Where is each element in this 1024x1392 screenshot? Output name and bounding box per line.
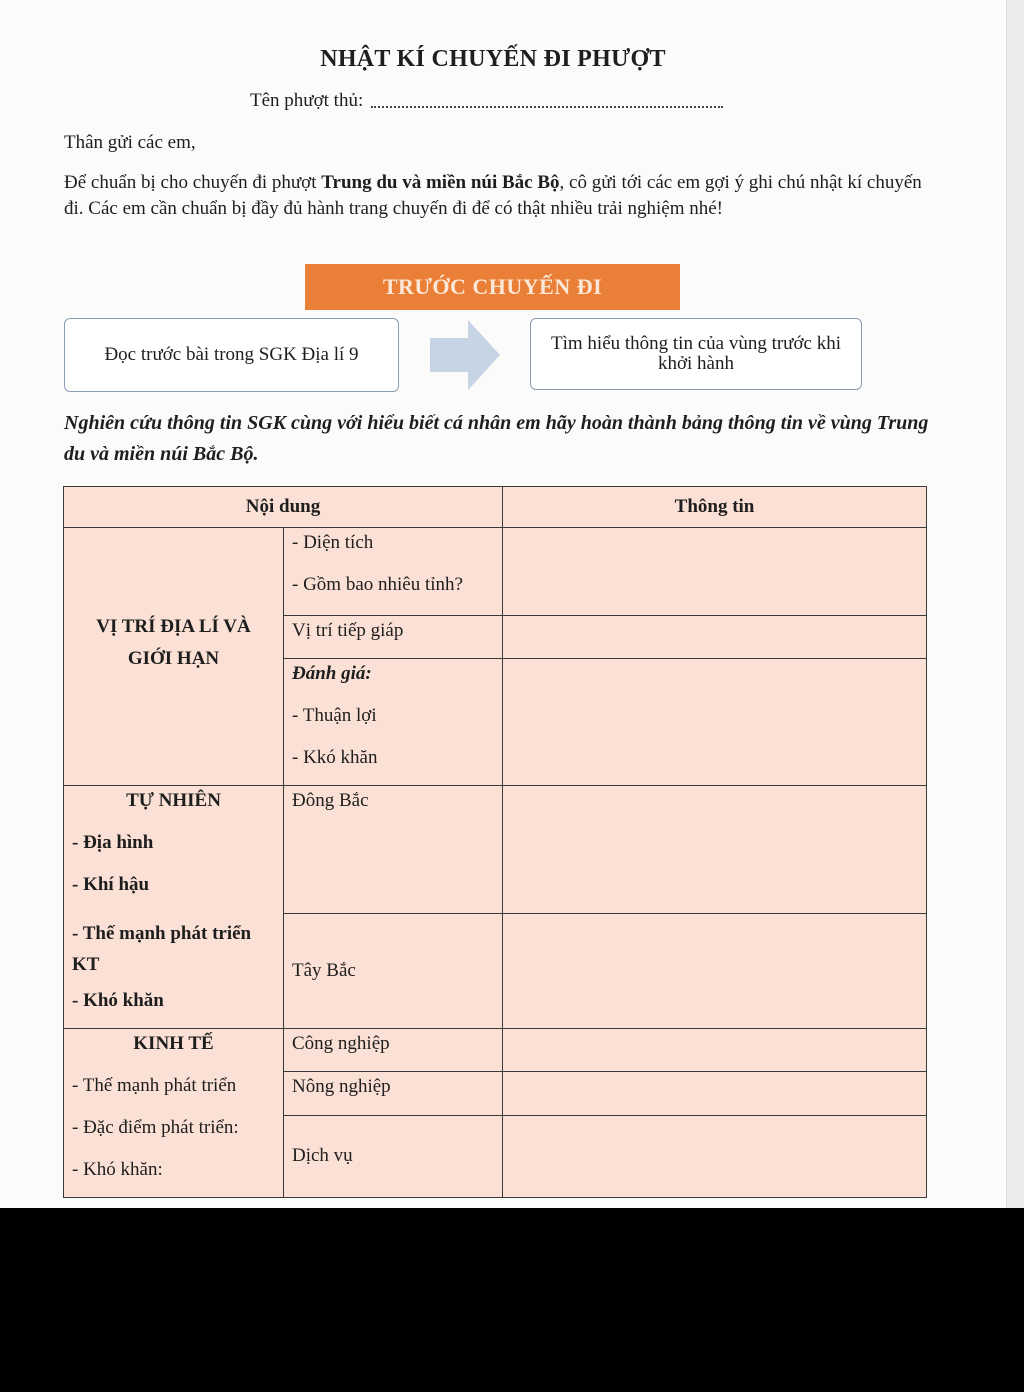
answer-cell-northeast[interactable] <box>503 786 927 914</box>
answer-cell-evaluation[interactable] <box>503 659 927 786</box>
answer-cell-area[interactable] <box>503 528 927 616</box>
page-title: NHẬT KÍ CHUYẾN ĐI PHƯỢT <box>320 46 666 72</box>
item-province-count: - Gồm bao nhiêu tỉnh? <box>292 574 463 595</box>
category-location-line1: VỊ TRÍ ĐỊA LÍ VÀ <box>96 615 251 637</box>
section-banner: TRƯỚC CHUYẾN ĐI <box>305 264 680 310</box>
table-row <box>64 786 927 914</box>
instruction-text: Nghiên cứu thông tin SGK cùng với hiểu biết cá nhân em hãy hoàn thành bảng thông tin về vùng Trung du và miền núi Bắc Bộ. <box>64 412 929 465</box>
answer-cell-agriculture[interactable] <box>503 1072 927 1115</box>
name-blank-line[interactable] <box>371 106 723 108</box>
table-row <box>64 528 927 616</box>
answer-cell-services[interactable] <box>503 1115 927 1198</box>
header-content: Nội dung <box>64 487 503 528</box>
nature-item-strengths: - Thế mạnh phát triển KT <box>72 923 252 975</box>
table-row <box>64 1029 927 1072</box>
category-economy <box>64 1029 284 1198</box>
vertical-scrollbar[interactable] <box>1006 0 1024 1208</box>
table-header-row <box>64 487 927 528</box>
name-label: Tên phượt thủ: <box>250 90 364 111</box>
nature-item-terrain: - Địa hình <box>72 832 154 853</box>
greeting-text: Thân gửi các em, <box>64 132 196 153</box>
name-field-row <box>250 90 723 112</box>
item-borders: Vị trí tiếp giáp <box>292 620 404 641</box>
item-industry: Công nghiệp <box>292 1033 390 1054</box>
item-evaluation: Đánh giá: <box>292 663 372 684</box>
intro-paragraph <box>64 170 934 222</box>
step-box-research-region: Tìm hiểu thông tin của vùng trước khi khởi hành <box>530 318 862 390</box>
item-difficulties: - Kkó khăn <box>292 747 378 768</box>
cell-area-count <box>284 528 503 616</box>
economy-item-strengths: - Thế mạnh phát triển <box>72 1075 237 1096</box>
intro-region-name: Trung du và miền núi Bắc Bộ <box>321 172 560 193</box>
intro-text-after: , cô gửi tới các em gợi ý ghi chú nhật kí chuyến đi. Các em cần chuẩn bị đầy đủ hành trang chuyến đi để có thật nhiều trải nghiệm nhé! <box>64 172 922 219</box>
nature-item-difficulties: - Khó khăn <box>72 990 164 1011</box>
category-location-line2: GIỚI HẠN <box>127 647 220 669</box>
economy-item-difficulties: - Khó khăn: <box>72 1159 163 1180</box>
region-info-table <box>63 486 927 1198</box>
cell-northeast <box>284 786 503 914</box>
cell-services <box>284 1115 503 1198</box>
category-nature <box>64 786 284 1029</box>
cell-industry <box>284 1029 503 1072</box>
cell-borders <box>284 616 503 659</box>
right-arrow-icon <box>430 320 500 390</box>
item-northwest: Tây Bắc <box>292 959 356 981</box>
nature-item-climate: - Khí hậu <box>72 874 150 895</box>
category-location <box>64 528 284 786</box>
answer-cell-borders[interactable] <box>503 616 927 659</box>
item-advantages: - Thuận lợi <box>292 705 377 726</box>
item-agriculture: Nông nghiệp <box>292 1076 391 1098</box>
item-area: - Diện tích <box>292 532 374 553</box>
item-northeast: Đông Bắc <box>292 790 369 811</box>
cell-evaluation <box>284 659 503 786</box>
cell-northwest <box>284 913 503 1028</box>
answer-cell-northwest[interactable] <box>503 913 927 1028</box>
item-services: Dịch vụ <box>292 1145 353 1167</box>
header-info: Thông tin <box>503 487 927 528</box>
intro-text-before: Để chuẩn bị cho chuyến đi phượt <box>64 172 322 193</box>
answer-cell-industry[interactable] <box>503 1029 927 1072</box>
step-box-read-textbook: Đọc trước bài trong SGK Địa lí 9 <box>64 318 399 392</box>
category-nature-label: TỰ NHIÊN <box>126 790 221 811</box>
category-economy-label: KINH TẾ <box>133 1033 214 1054</box>
economy-item-characteristics: - Đặc điểm phát triển: <box>72 1117 239 1138</box>
cell-agriculture <box>284 1072 503 1115</box>
